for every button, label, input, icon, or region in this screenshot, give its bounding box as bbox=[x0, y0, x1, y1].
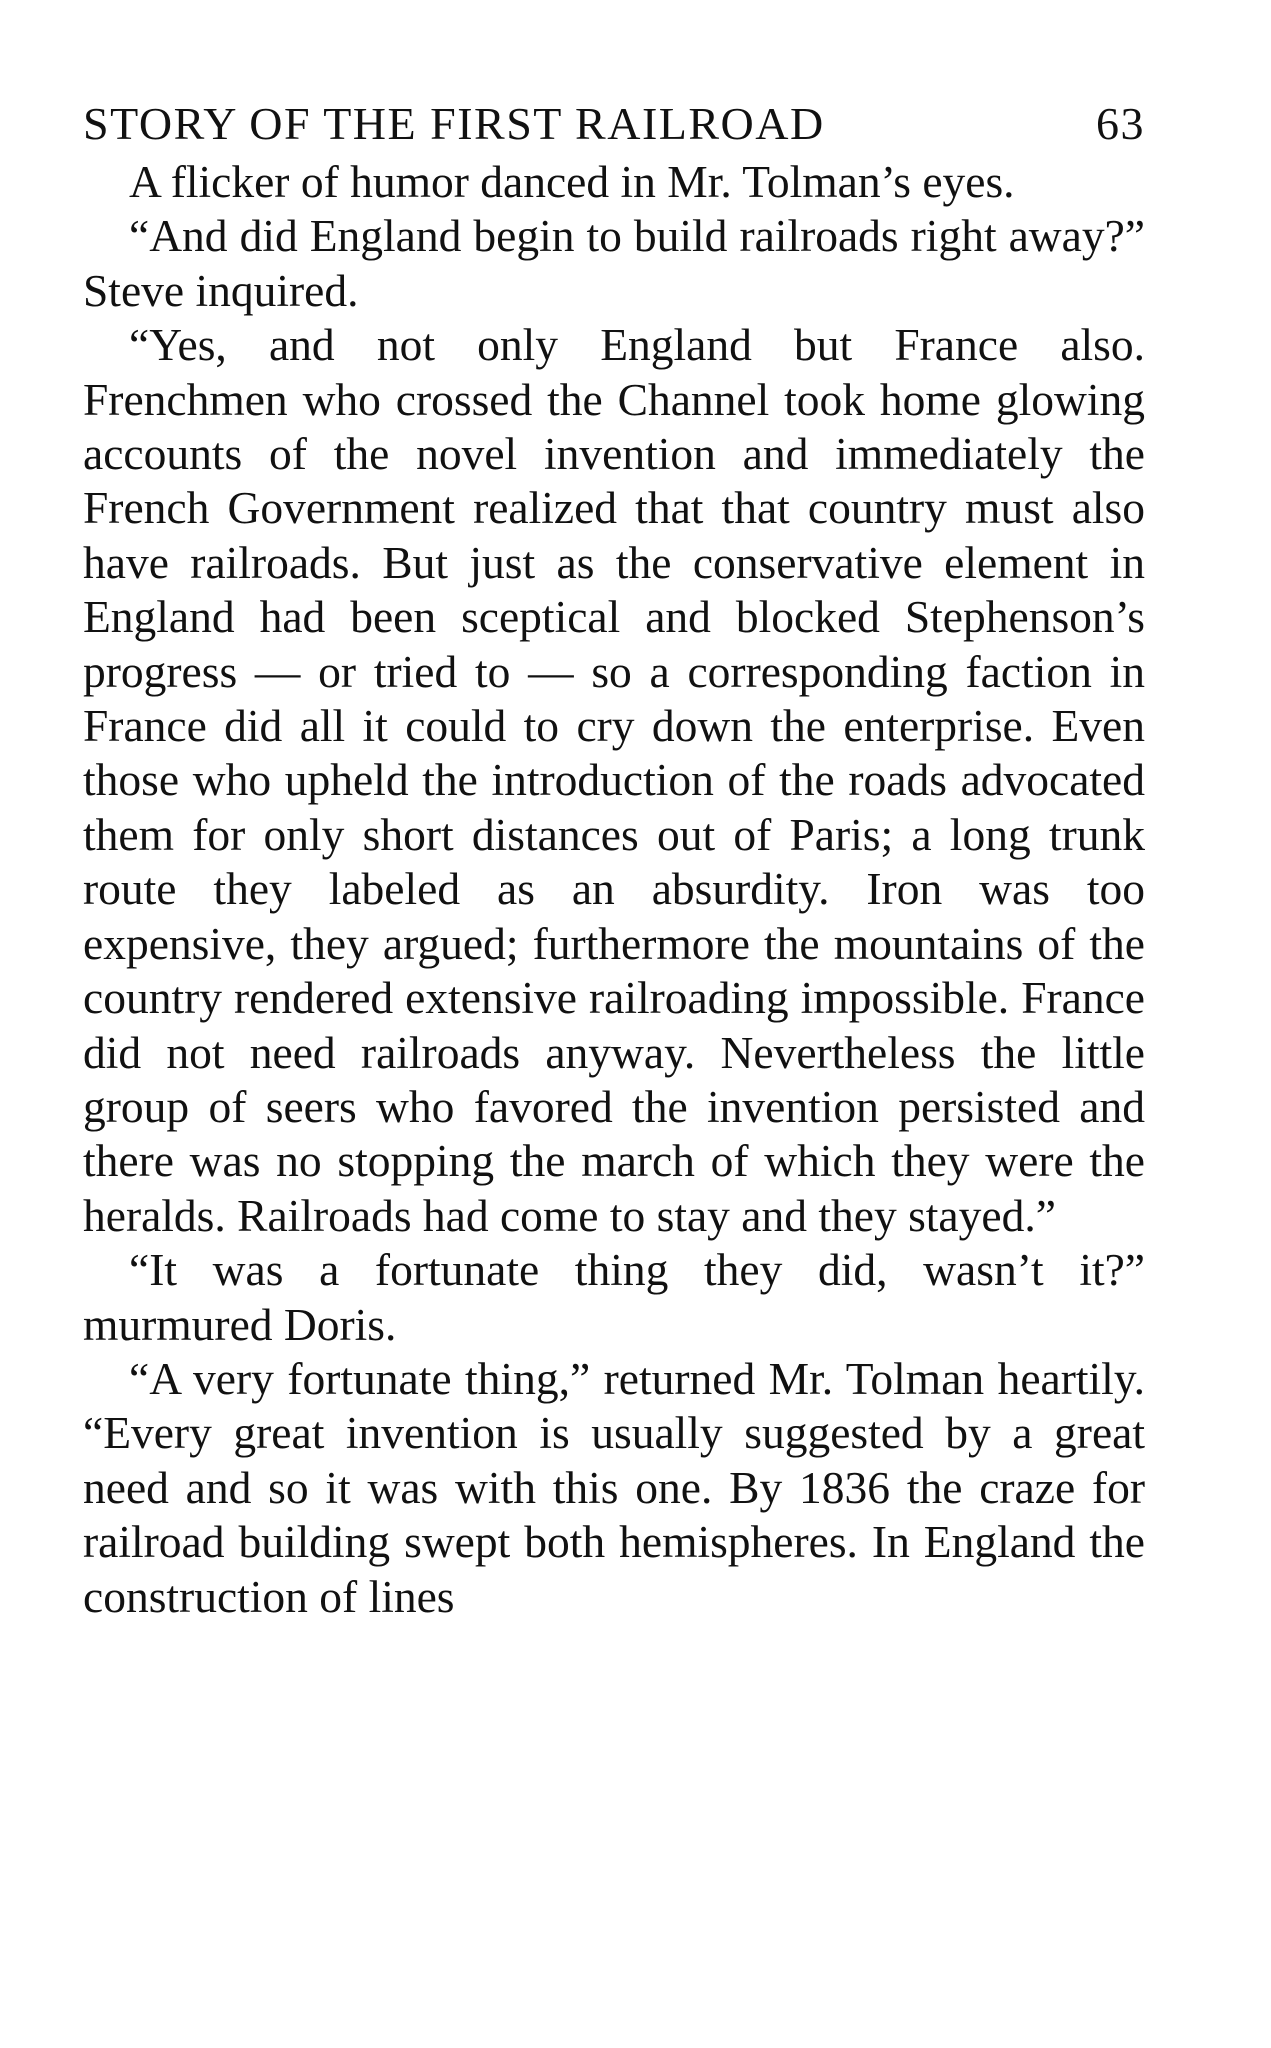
book-page bbox=[83, 95, 1145, 1624]
paragraph-steve-question: “And did England begin to build railroads right away?” Steve inquired. bbox=[83, 210, 1145, 316]
page-number: 63 bbox=[1096, 98, 1145, 149]
running-title: STORY OF THE FIRST RAILROAD bbox=[83, 98, 825, 149]
body-text bbox=[83, 155, 1145, 1624]
paragraph-france-railroads: “Yes, and not only England but France also. Frenchmen who crossed the Channel took home glowing accounts of the novel invention and immediately the French Government realized that that country must also have railroads. But just as the conservative element in England had been sceptical and blocked Stephenson’s progress — or tried to — so a corresponding faction in France did all it could to cry down the enterprise. Even those who upheld the introduction of the roads advocated them for only short distances out of Paris; a long trunk route they labeled as an absurdity. Iron was too expensive, they argued; furthermore the mountains of the country rendered extensive railroading impossible. France did not need railroads anyway. Nevertheless the little group of seers who favored the invention persisted and there was no stopping the march of which they were the heralds. Railroads had come to stay and they stayed.” bbox=[83, 319, 1145, 1241]
paragraph-great-need: “A very fortunate thing,” returned Mr. Tolman heartily. “Every great invention is usually suggested by a great need and so it was with this one. By 1836 the craze for railroad building swept both hemispheres. In England the construction of lines bbox=[83, 1352, 1145, 1622]
paragraph-tolman-humor: A flicker of humor danced in Mr. Tolman’s eyes. bbox=[129, 156, 1015, 207]
paragraph-doris-remark: “It was a fortunate thing they did, wasn’t it?” murmured Doris. bbox=[83, 1244, 1145, 1350]
running-head bbox=[83, 95, 1145, 153]
